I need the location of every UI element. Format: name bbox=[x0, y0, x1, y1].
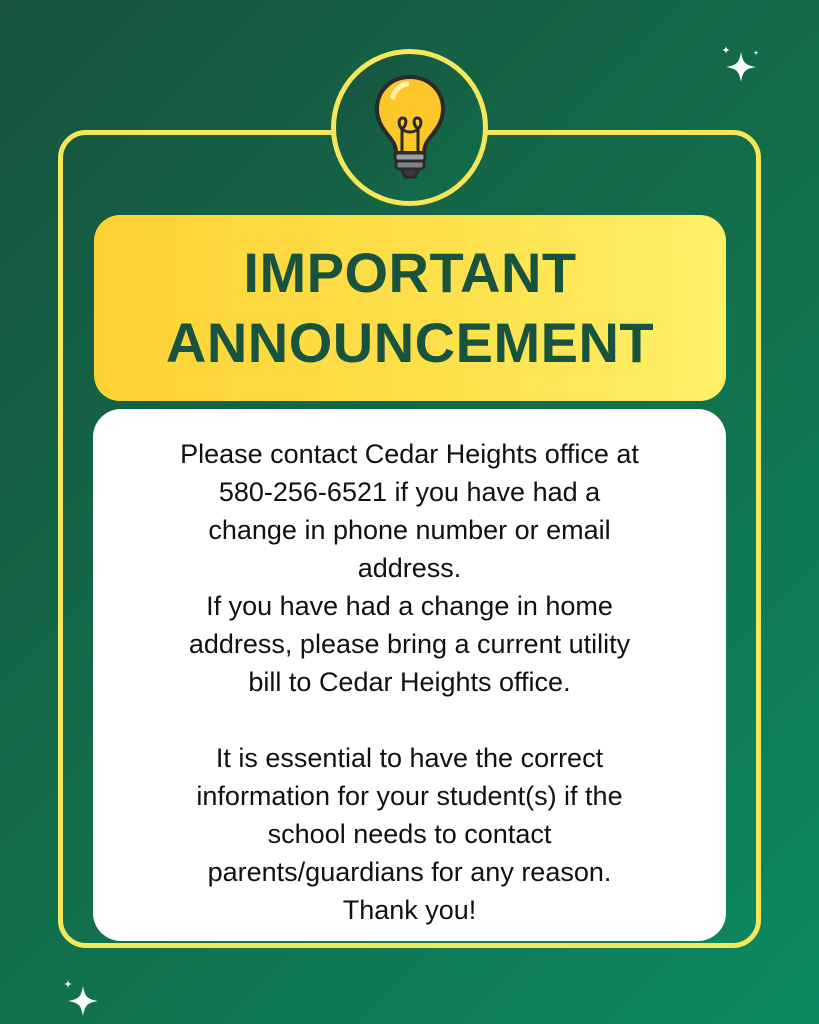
title-banner bbox=[94, 215, 726, 401]
message-line: address, please bring a current utility bbox=[188, 629, 631, 659]
message-line: change in phone number or email bbox=[208, 515, 611, 545]
message-line: information for your student(s) if the bbox=[196, 781, 623, 811]
message-line: bill to Cedar Heights office. bbox=[248, 667, 571, 697]
message-line: school needs to contact bbox=[267, 819, 552, 849]
message-line: address. bbox=[357, 553, 462, 583]
message-line: Please contact Cedar Heights office at bbox=[180, 439, 639, 469]
light-bulb-icon bbox=[371, 73, 449, 183]
message-card bbox=[93, 409, 726, 941]
bulb-badge bbox=[331, 49, 488, 206]
thank-you-line: Thank you! bbox=[342, 895, 477, 925]
paragraph-gap bbox=[123, 701, 696, 739]
message-line: If you have had a change in home bbox=[206, 591, 613, 621]
sparkle-icon bbox=[718, 44, 764, 90]
title-line-1: IMPORTANT bbox=[243, 241, 577, 304]
message-line: 580-256-6521 if you have had a bbox=[218, 477, 601, 507]
message-line: It is essential to have the correct bbox=[215, 743, 604, 773]
message-line: parents/guardians for any reason. bbox=[207, 857, 612, 887]
sparkle-icon bbox=[60, 978, 106, 1024]
title-line-2: ANNOUNCEMENT bbox=[165, 311, 655, 374]
